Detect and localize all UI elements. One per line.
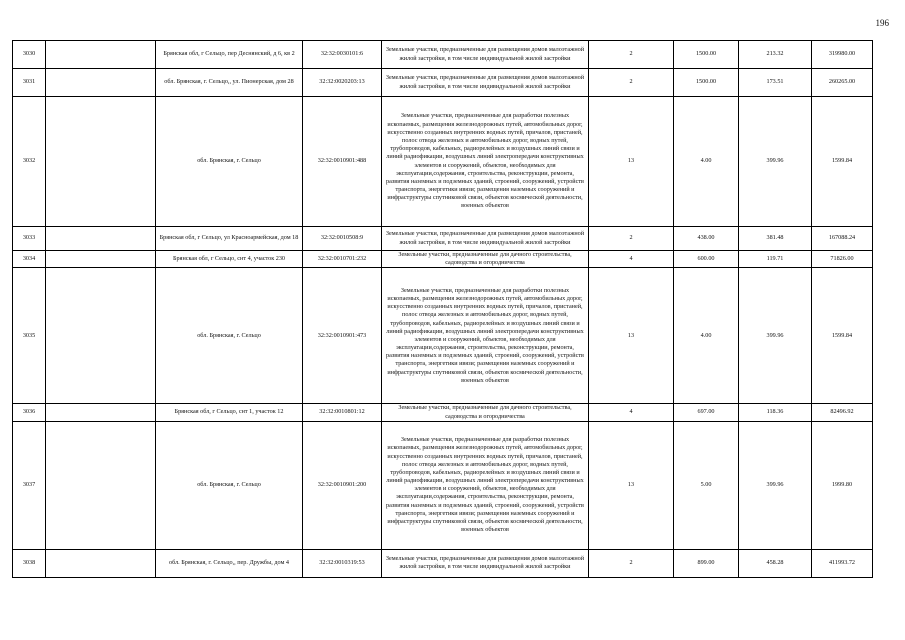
category-code-cell: 2 — [589, 227, 674, 251]
area-cell: 4.00 — [674, 97, 739, 227]
table-row — [13, 268, 873, 404]
specific-value-cell: 399.96 — [739, 268, 812, 404]
empty-cell — [46, 421, 156, 549]
category-code-cell: 4 — [589, 404, 674, 421]
land-use-description-cell: Земельные участки, предназначенные для дачного строительства, садоводства и огородничества — [382, 404, 589, 421]
row-number-cell: 3031 — [13, 69, 46, 97]
address-cell: обл. Брянская, г. Сельцо — [156, 268, 303, 404]
area-cell: 697.00 — [674, 404, 739, 421]
row-number-cell: 3037 — [13, 421, 46, 549]
cadastral-number-cell: 32:32:0010319:53 — [303, 549, 382, 577]
table-row — [13, 251, 873, 268]
table-body — [13, 41, 873, 578]
empty-cell — [46, 97, 156, 227]
cadastral-value-cell: 82496.92 — [812, 404, 873, 421]
category-code-cell: 2 — [589, 549, 674, 577]
area-cell: 4.00 — [674, 268, 739, 404]
empty-cell — [46, 549, 156, 577]
specific-value-cell: 213.32 — [739, 41, 812, 69]
row-number-cell: 3036 — [13, 404, 46, 421]
empty-cell — [46, 268, 156, 404]
row-number-cell: 3033 — [13, 227, 46, 251]
area-cell: 600.00 — [674, 251, 739, 268]
land-use-description-cell: Земельные участки, предназначенные для размещения домов малоэтажной жилой застройки, в том числе индивидуальной жилой застройки — [382, 41, 589, 69]
row-number-cell: 3035 — [13, 268, 46, 404]
table-row — [13, 69, 873, 97]
land-registry-table — [12, 40, 873, 578]
category-code-cell: 13 — [589, 268, 674, 404]
land-use-description-cell: Земельные участки, предназначенные для дачного строительства, садоводства и огородничества — [382, 251, 589, 268]
specific-value-cell: 173.51 — [739, 69, 812, 97]
row-number-cell: 3038 — [13, 549, 46, 577]
specific-value-cell: 119.71 — [739, 251, 812, 268]
cadastral-number-cell: 32:32:0010901:473 — [303, 268, 382, 404]
empty-cell — [46, 69, 156, 97]
land-use-description-cell: Земельные участки, предназначенные для размещения домов малоэтажной жилой застройки, в том числе индивидуальной жилой застройки — [382, 227, 589, 251]
area-cell: 1500.00 — [674, 69, 739, 97]
cadastral-number-cell: 32:32:0020203:13 — [303, 69, 382, 97]
category-code-cell: 2 — [589, 41, 674, 69]
cadastral-number-cell: 32:32:0010701:232 — [303, 251, 382, 268]
cadastral-value-cell: 319980.00 — [812, 41, 873, 69]
row-number-cell: 3032 — [13, 97, 46, 227]
land-use-description-cell: Земельные участки, предназначенные для разработки полезных ископаемых, размещения железнодорожных путей, автомобильных дорог, искусственно созданных внутренних водных путей, причалов, пристаней, полос отвода железных и автомобильных дорог, водных путей, трубопроводов, кабельных, радиорелейных и воздушных линий связи и линий радиофикации, воздушных линий электропередачи конструктивных элементов и сооружений, объектов, необходимых для эксплуатации,содержания, строительства, реконструкции, ремонта, развития наземных и подземных зданий, строений, сооружений, устройств транспорта, энергетики ивязи; размещения наземных сооружений и инфраструктуры спутниковой связи, объектов космической деятельности, военных объектов — [382, 268, 589, 404]
specific-value-cell: 399.96 — [739, 97, 812, 227]
land-use-description-cell: Земельные участки, предназначенные для размещения домов малоэтажной жилой застройки, в том числе индивидуальной жилой застройки — [382, 549, 589, 577]
empty-cell — [46, 227, 156, 251]
empty-cell — [46, 404, 156, 421]
address-cell: обл. Брянская, г. Сельцо,, ул. Пионерская, дом 28 — [156, 69, 303, 97]
cadastral-number-cell: 32:32:0010901:200 — [303, 421, 382, 549]
address-cell: Брянская обл, г Сельцо, пер Деснянский, д 6, кв 2 — [156, 41, 303, 69]
specific-value-cell: 118.36 — [739, 404, 812, 421]
address-cell: Брянская обл, г Сельцо, ул Красноармейская, дом 18 — [156, 227, 303, 251]
land-use-description-cell: Земельные участки, предназначенные для размещения домов малоэтажной жилой застройки, в том числе индивидуальной жилой застройки — [382, 69, 589, 97]
specific-value-cell: 381.48 — [739, 227, 812, 251]
table-row — [13, 404, 873, 421]
specific-value-cell: 458.28 — [739, 549, 812, 577]
land-use-description-cell: Земельные участки, предназначенные для разработки полезных ископаемых, размещения железнодорожных путей, автомобильных дорог, искусственно созданных внутренних водных путей, причалов, пристаней, полос отвода железных и автомобильных дорог, водных путей, трубопроводов, кабельных, радиорелейных и воздушных линий связи и линий радиофикации, воздушных линий электропередачи конструктивных элементов и сооружений, объектов, необходимых для эксплуатации,содержания, строительства, реконструкции, ремонта, развития наземных и подземных зданий, строений, сооружений, устройств транспорта, энергетики ивязи; размещения наземных сооружений и инфраструктуры спутниковой связи, объектов космической деятельности, военных объектов — [382, 97, 589, 227]
cadastral-value-cell: 1599.84 — [812, 268, 873, 404]
area-cell: 438.00 — [674, 227, 739, 251]
row-number-cell: 3034 — [13, 251, 46, 268]
cadastral-value-cell: 411993.72 — [812, 549, 873, 577]
empty-cell — [46, 41, 156, 69]
page-number: 196 — [875, 18, 889, 28]
empty-cell — [46, 251, 156, 268]
address-cell: обл. Брянская, г. Сельцо — [156, 421, 303, 549]
table-row — [13, 421, 873, 549]
address-cell: Брянская обл, г Сельцо, снт 1, участок 12 — [156, 404, 303, 421]
cadastral-value-cell: 71826.00 — [812, 251, 873, 268]
category-code-cell: 4 — [589, 251, 674, 268]
cadastral-number-cell: 32:32:0010901:488 — [303, 97, 382, 227]
cadastral-number-cell: 32:32:0010801:12 — [303, 404, 382, 421]
area-cell: 1500.00 — [674, 41, 739, 69]
table-row — [13, 227, 873, 251]
cadastral-value-cell: 260265.00 — [812, 69, 873, 97]
address-cell: обл. Брянская, г. Сельцо — [156, 97, 303, 227]
cadastral-number-cell: 32:32:0010508:9 — [303, 227, 382, 251]
cadastral-value-cell: 167088.24 — [812, 227, 873, 251]
address-cell: Брянская обл, г Сельцо, снт 4, участок 230 — [156, 251, 303, 268]
table-row — [13, 41, 873, 69]
land-use-description-cell: Земельные участки, предназначенные для разработки полезных ископаемых, размещения железнодорожных путей, автомобильных дорог, искусственно созданных внутренних водных путей, причалов, пристаней, полос отвода железных и автомобильных дорог, водных путей, трубопроводов, кабельных, радиорелейных и воздушных линий связи и линий радиофикации, воздушных линий электропередачи конструктивных элементов и сооружений, объектов, необходимых для эксплуатации,содержания, строительства, реконструкции, ремонта, развития наземных и подземных зданий, строений, сооружений, устройств транспорта, энергетики ивязи; размещения наземных сооружений и инфраструктуры спутниковой связи, объектов космической деятельности, военных объектов — [382, 421, 589, 549]
cadastral-number-cell: 32:32:0030101:6 — [303, 41, 382, 69]
category-code-cell: 13 — [589, 421, 674, 549]
cadastral-value-cell: 1599.84 — [812, 97, 873, 227]
row-number-cell: 3030 — [13, 41, 46, 69]
category-code-cell: 13 — [589, 97, 674, 227]
cadastral-value-cell: 1999.80 — [812, 421, 873, 549]
area-cell: 899.00 — [674, 549, 739, 577]
specific-value-cell: 399.96 — [739, 421, 812, 549]
category-code-cell: 2 — [589, 69, 674, 97]
address-cell: обл. Брянская, г. Сельцо,, пер. Дружбы, дом 4 — [156, 549, 303, 577]
table-row — [13, 549, 873, 577]
area-cell: 5.00 — [674, 421, 739, 549]
table-row — [13, 97, 873, 227]
